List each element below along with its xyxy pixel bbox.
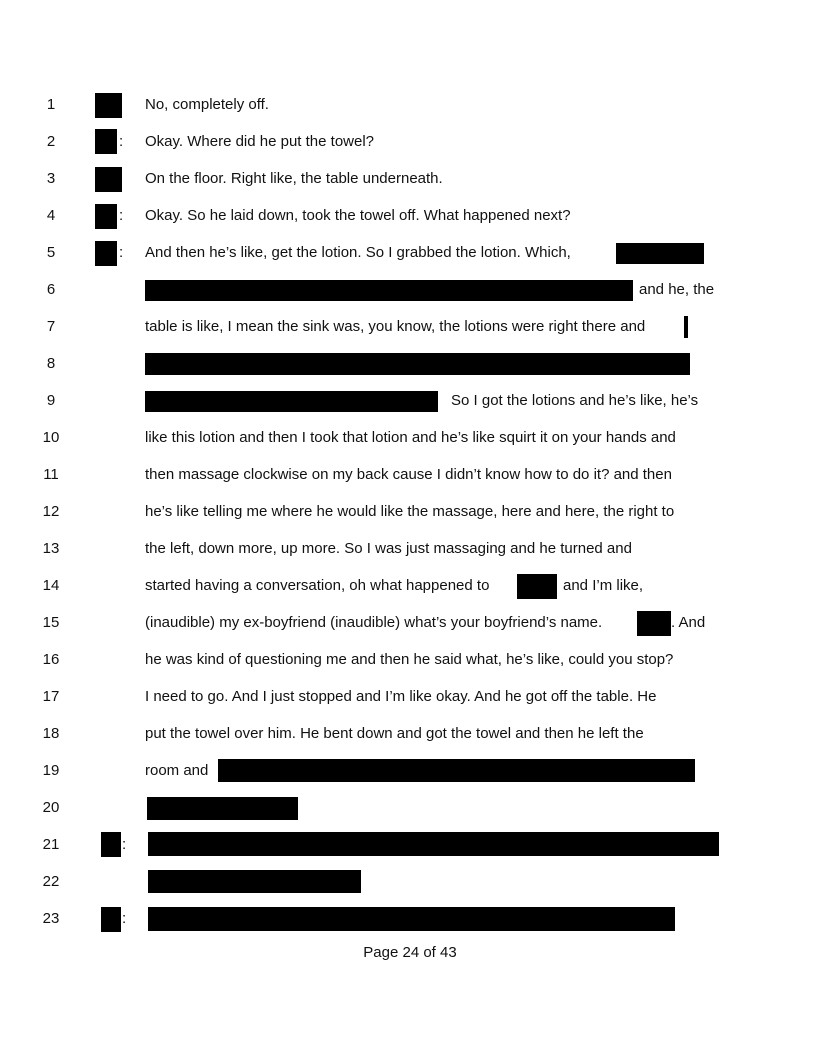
transcript-line-text: he was kind of questioning me and then he said what, he’s like, could you stop?	[145, 651, 674, 668]
line-number: 10	[42, 429, 60, 446]
redaction-block	[145, 391, 438, 412]
redaction-block	[637, 611, 671, 636]
redaction-block	[616, 243, 704, 264]
transcript-line-text: On the floor. Right like, the table underneath.	[145, 170, 443, 187]
line-number: 20	[42, 799, 60, 816]
line-number: 6	[46, 281, 56, 298]
transcript-line-text: I need to go. And I just stopped and I’m like okay. And he got off the table. He	[145, 688, 657, 705]
redaction-block	[145, 353, 690, 375]
transcript-line-text: Okay. Where did he put the towel?	[145, 133, 375, 150]
transcript-line-text: (inaudible) my ex-boyfriend (inaudible) what’s your boyfriend’s name.	[145, 614, 603, 631]
transcript-line-text: and he, the	[639, 281, 715, 298]
line-number: 16	[42, 651, 60, 668]
line-number: 21	[42, 836, 60, 853]
line-number: 2	[46, 133, 56, 150]
line-number: 18	[42, 725, 60, 742]
line-number: 11	[43, 466, 59, 483]
redaction-block	[218, 759, 695, 782]
line-number: 15	[42, 614, 60, 631]
redaction-block	[148, 907, 675, 931]
line-number: 23	[42, 910, 60, 927]
transcript-line-text: . And	[671, 614, 706, 631]
transcript-line-text: then massage clockwise on my back cause I didn’t know how to do it? and then	[145, 466, 672, 483]
page-footer: Page 24 of 43	[363, 944, 457, 961]
transcript-line-text: And then he’s like, get the lotion. So I grabbed the lotion. Which,	[145, 244, 571, 261]
redaction-block	[517, 574, 557, 599]
transcript-line-text: So I got the lotions and he’s like, he’s	[451, 392, 699, 409]
speaker-redaction	[95, 167, 122, 192]
transcript-line-text: he’s like telling me where he would like the massage, here and here, the right to	[145, 503, 675, 520]
speaker-redaction	[95, 129, 117, 154]
redaction-block	[684, 316, 688, 338]
speaker-colon: :	[122, 910, 127, 927]
line-number: 14	[42, 577, 60, 594]
line-number: 5	[46, 244, 56, 261]
line-number: 12	[42, 503, 60, 520]
transcript-line-text: and I’m like,	[563, 577, 644, 594]
transcript-line-text: like this lotion and then I took that lotion and he’s like squirt it on your hands and	[145, 429, 676, 446]
speaker-redaction	[95, 204, 117, 229]
line-number: 3	[46, 170, 56, 187]
transcript-line-text: table is like, I mean the sink was, you know, the lotions were right there and	[145, 318, 646, 335]
line-number: 9	[46, 392, 56, 409]
line-number: 13	[42, 540, 60, 557]
redaction-block	[147, 797, 298, 820]
speaker-redaction	[101, 832, 121, 857]
line-number: 19	[42, 762, 60, 779]
transcript-line-text: started having a conversation, oh what happened to	[145, 577, 490, 594]
line-number: 7	[46, 318, 56, 335]
transcript-line-text: put the towel over him. He bent down and got the towel and then he left the	[145, 725, 644, 742]
speaker-colon: :	[119, 133, 124, 150]
line-number: 17	[42, 688, 60, 705]
line-number: 1	[46, 96, 56, 113]
speaker-colon: :	[119, 244, 124, 261]
speaker-colon: :	[119, 207, 124, 224]
transcript-line-text: Okay. So he laid down, took the towel off. What happened next?	[145, 207, 571, 224]
transcript-line-text: the left, down more, up more. So I was just massaging and he turned and	[145, 540, 632, 557]
transcript-line-text: No, completely off.	[145, 96, 269, 113]
speaker-redaction	[95, 93, 122, 118]
redaction-block	[148, 870, 361, 893]
redaction-block	[145, 280, 633, 301]
line-number: 8	[46, 355, 56, 372]
line-number: 4	[46, 207, 56, 224]
speaker-colon: :	[122, 836, 127, 853]
line-number: 22	[42, 873, 60, 890]
redaction-block	[148, 832, 719, 856]
speaker-redaction	[101, 907, 121, 932]
transcript-line-text: room and	[145, 762, 209, 779]
speaker-redaction	[95, 241, 117, 266]
